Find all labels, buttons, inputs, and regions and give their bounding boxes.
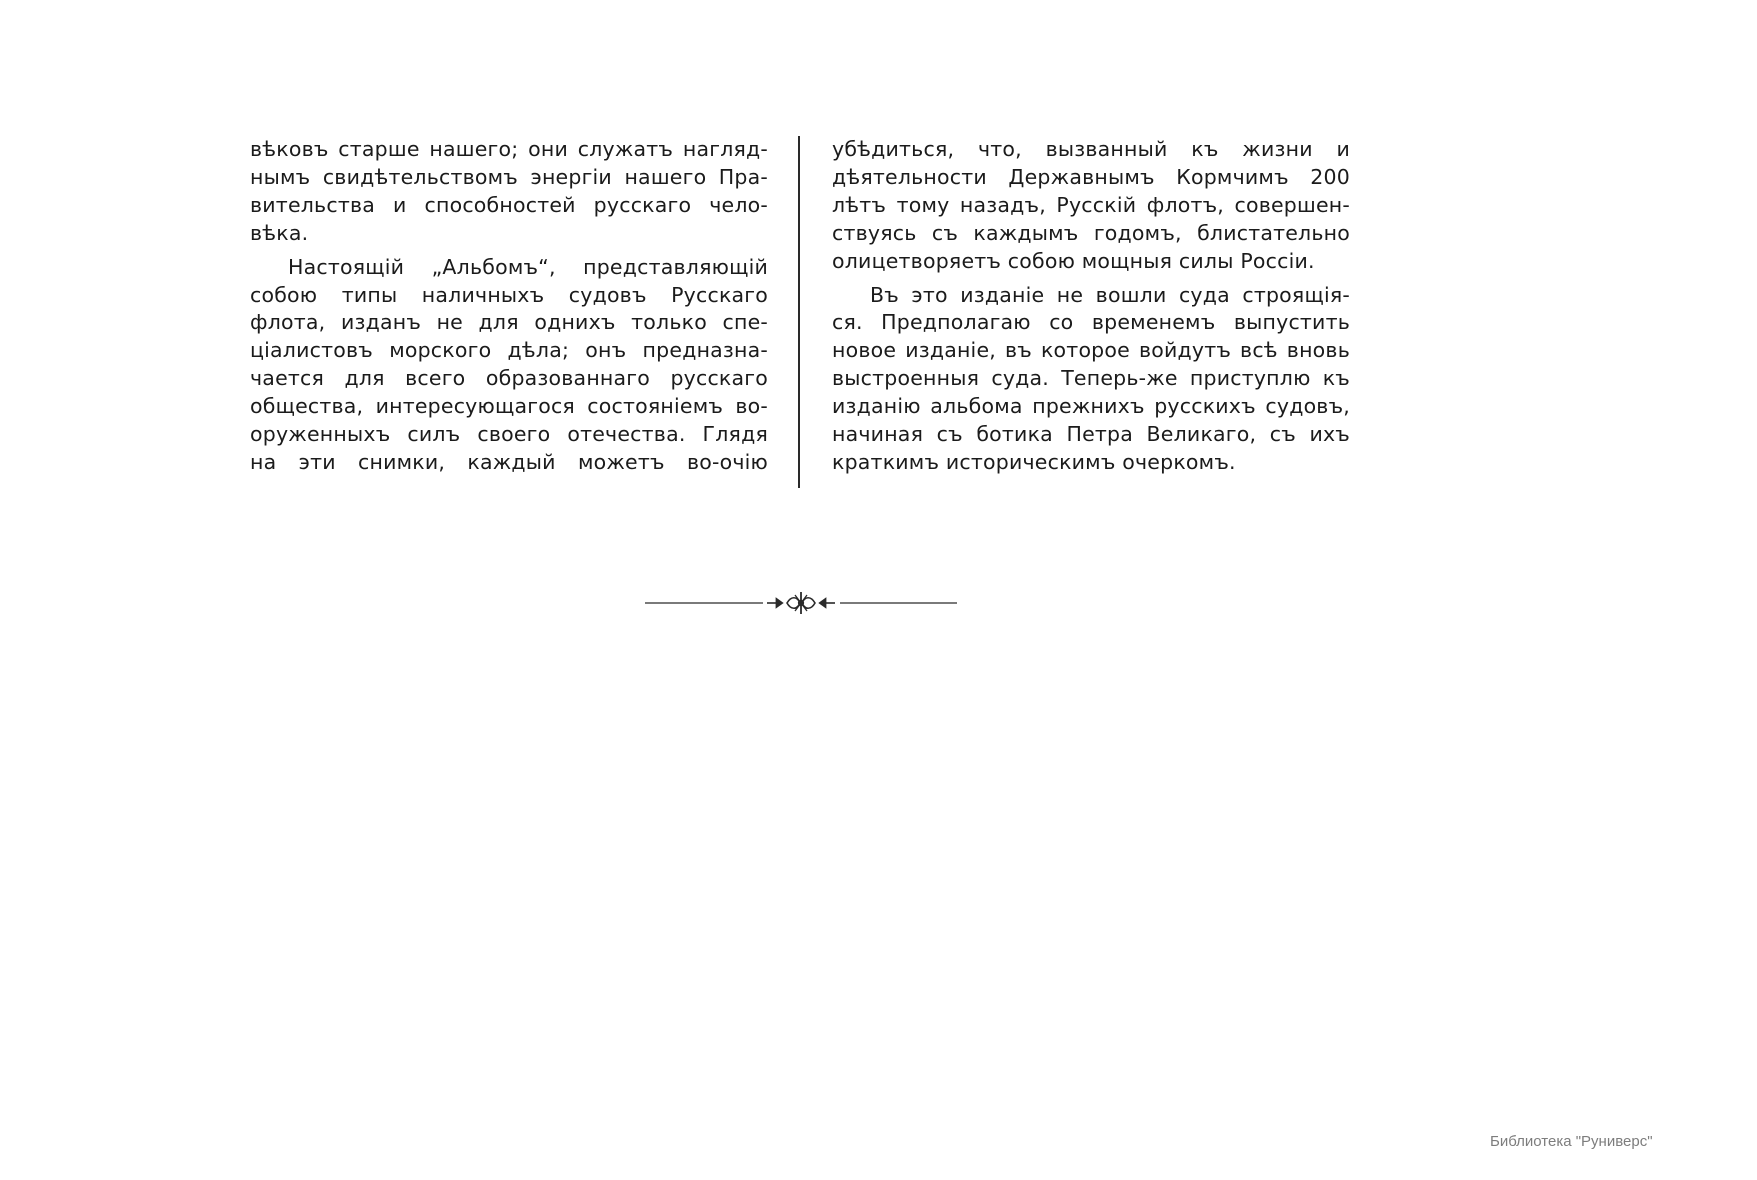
text-line: дѣятельности Державнымъ Кормчимъ 200	[832, 164, 1350, 189]
text-line: ствуясь съ каждымъ годомъ, блистательно	[832, 220, 1350, 245]
paragraph	[832, 282, 1350, 477]
text-line: вительства и способностей русскаго чело-	[250, 192, 768, 217]
text-line: Въ это изданіе не вошли суда строящія-	[870, 282, 1350, 307]
text-line: лѣтъ тому назадъ, Русскій флотъ, совершен-	[832, 192, 1350, 217]
text-line: ціалистовъ морского дѣла; онъ предназна-	[250, 338, 768, 363]
text-line: чается для всего образованнаго русскаго	[250, 366, 768, 391]
text-line: нымъ свидѣтельствомъ энергіи нашего Пра-	[250, 164, 768, 189]
left-text-column	[250, 136, 768, 477]
text-line: выстроенныя суда. Теперь-же приступлю къ	[832, 366, 1350, 391]
text-line: убѣдиться, что, вызванный къ жизни и	[832, 137, 1350, 161]
column-divider-rule	[798, 136, 800, 488]
library-watermark: Библиотека "Руниверс"	[1490, 1133, 1653, 1150]
paragraph	[250, 136, 768, 248]
text-line: на эти снимки, каждый можетъ во-очію	[250, 449, 768, 474]
text-line: вѣковъ старше нашего; они служатъ нагляд-	[250, 137, 768, 161]
text-line: начиная съ ботика Петра Великаго, съ ихъ	[832, 422, 1350, 447]
text-line: новое изданіе, въ которое войдутъ всѣ вновь	[832, 338, 1350, 363]
text-line: Настоящій „Альбомъ“, представляющій	[288, 254, 768, 279]
right-text-column	[832, 136, 1350, 477]
text-line: вѣка.	[250, 220, 309, 245]
fleuron-divider-icon	[645, 588, 957, 618]
text-line: собою типы наличныхъ судовъ Русскаго	[250, 282, 768, 307]
paragraph	[832, 136, 1350, 276]
text-line: изданію альбома прежнихъ русскихъ судовъ,	[832, 394, 1350, 419]
text-line: общества, интересующагося состояніемъ во-	[250, 394, 768, 419]
text-line: оруженныхъ силъ своего отечества. Глядя	[250, 422, 768, 447]
text-line: краткимъ историческимъ очеркомъ.	[832, 449, 1236, 474]
paragraph	[250, 254, 768, 477]
text-line: ся. Предполагаю со временемъ выпустить	[832, 310, 1350, 335]
text-line: олицетворяетъ собою мощныя силы Россіи.	[832, 248, 1315, 273]
text-line: флота, изданъ не для однихъ только спе-	[250, 310, 768, 335]
